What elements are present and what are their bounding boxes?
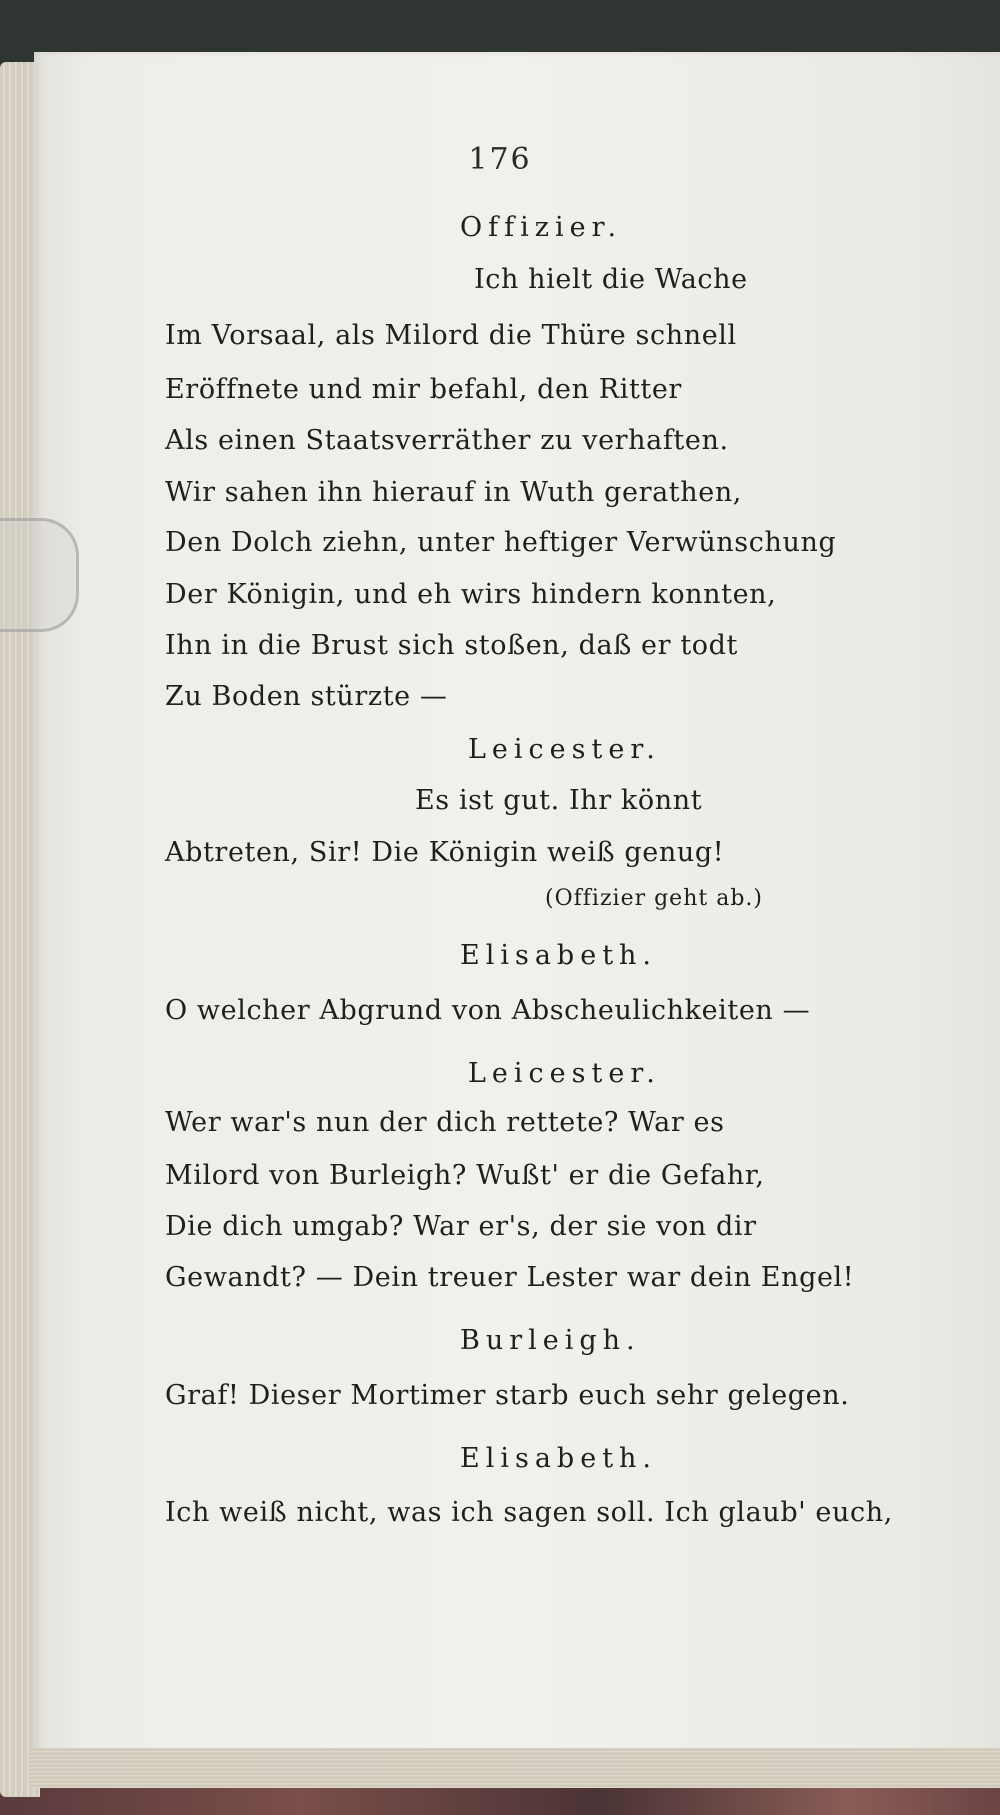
speaker-heading: Leicester. [468,734,661,765]
verse-line: Im Vorsaal, als Milord die Thüre schnell [165,320,737,351]
verse-line: Abtreten, Sir! Die Königin weiß genug! [165,837,725,868]
verse-line: Milord von Burleigh? Wußt' er die Gefahr, [165,1160,765,1191]
page-clip [0,518,79,632]
verse-line: Es ist gut. Ihr könnt [415,785,703,816]
verse-line: Der Königin, und eh wirs hindern konnten, [165,579,777,610]
verse-line: Den Dolch ziehn, unter heftiger Verwünschung [165,527,837,558]
verse-line: Ich hielt die Wache [474,264,748,295]
verse-line: Ihn in die Brust sich stoßen, daß er todt [165,630,738,661]
speaker-heading: Elisabeth. [460,940,658,971]
verse-line: Eröffnete und mir befahl, den Ritter [165,374,682,405]
verse-line: Gewandt? — Dein treuer Lester war dein Engel! [165,1262,855,1293]
speaker-heading: Offizier. [460,212,623,243]
page-number: 176 [468,142,532,177]
page-bottom-edge [30,1748,1000,1788]
verse-line: Die dich umgab? War er's, der sie von dir [165,1211,757,1242]
stage-direction: (Offizier geht ab.) [545,886,763,911]
verse-line: Als einen Staatsverräther zu verhaften. [165,425,729,456]
verse-line: Wir sahen ihn hierauf in Wuth gerathen, [165,477,742,508]
verse-line: O welcher Abgrund von Abscheulichkeiten — [165,995,811,1026]
verse-line: Wer war's nun der dich rettete? War es [165,1107,725,1138]
verse-line: Graf! Dieser Mortimer starb euch sehr gelegen. [165,1380,850,1411]
verse-line: Ich weiß nicht, was ich sagen soll. Ich glaub' euch, [165,1497,893,1528]
speaker-heading: Leicester. [468,1058,661,1089]
speaker-heading: Burleigh. [460,1325,641,1356]
speaker-heading: Elisabeth. [460,1443,658,1474]
verse-line: Zu Boden stürzte — [165,681,448,712]
